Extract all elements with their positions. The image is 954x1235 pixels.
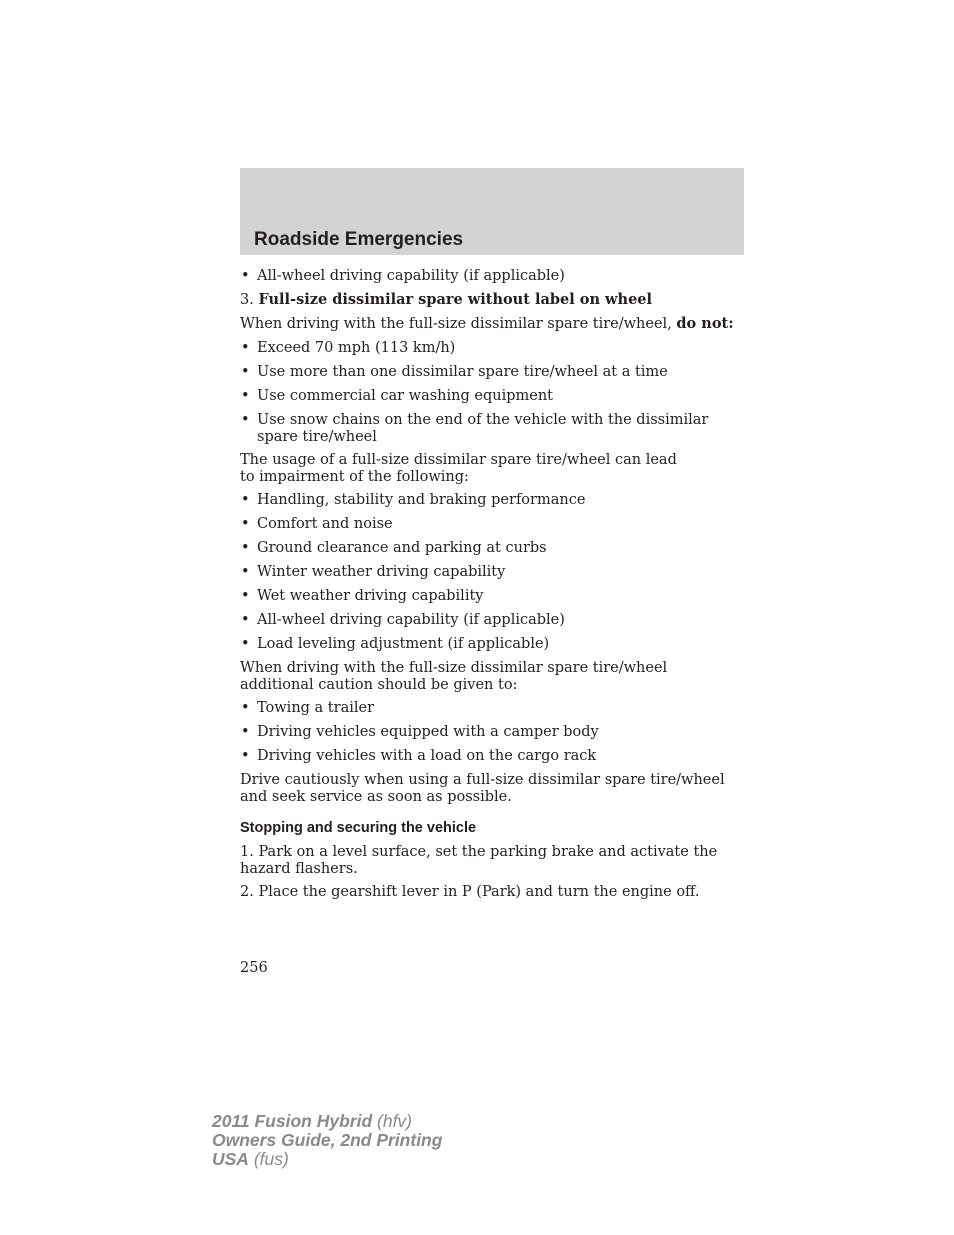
section-header-band: [240, 168, 744, 255]
footer-line: [212, 1131, 442, 1150]
list-item: • Use commercial car washing equipment: [240, 388, 740, 405]
list-item: • All-wheel driving capability (if applicable): [240, 268, 740, 285]
footer-model: 2011 Fusion Hybrid: [212, 1111, 373, 1131]
list-item: • Towing a trailer: [240, 700, 740, 717]
numbered-heading: [240, 292, 740, 309]
list-item: • Driving vehicles with a load on the cargo rack: [240, 748, 740, 765]
item-number: 3.: [240, 292, 254, 308]
footer-model-code: (hfv): [372, 1111, 413, 1131]
paragraph: When driving with the full-size dissimilar spare tire/wheel additional caution should be given to:: [240, 660, 668, 693]
page-number: 256: [240, 960, 268, 976]
document-footer: [212, 1112, 442, 1169]
numbered-step: 1. Park on a level surface, set the parking brake and activate the hazard flashers.: [240, 844, 718, 877]
footer-line: [212, 1150, 442, 1169]
list-item: • Wet weather driving capability: [240, 588, 740, 605]
paragraph-text: When driving with the full-size dissimilar spare tire/wheel,: [240, 316, 672, 332]
paragraph: Drive cautiously when using a full-size dissimilar spare tire/wheel and seek service as soon as possible.: [240, 772, 725, 805]
item-title: Full-size dissimilar spare without label on wheel: [258, 291, 653, 308]
list-item: • Winter weather driving capability: [240, 564, 740, 581]
list-item: • Use more than one dissimilar spare tire/wheel at a time: [240, 364, 740, 381]
section-title: Roadside Emergencies: [254, 229, 464, 250]
footer-market: USA: [212, 1149, 249, 1169]
emphasis-text: do not:: [676, 315, 734, 332]
list-item: • Use snow chains on the end of the vehicle with the dissimilar spare tire/wheel: [240, 412, 740, 445]
paragraph: [240, 316, 740, 333]
footer-market-code: (fus): [248, 1149, 289, 1169]
list-item: • Load leveling adjustment (if applicable): [240, 636, 740, 653]
list-item: • Ground clearance and parking at curbs: [240, 540, 740, 557]
list-item: • Comfort and noise: [240, 516, 740, 533]
paragraph: The usage of a full-size dissimilar spare tire/wheel can lead to impairment of the following:: [240, 452, 677, 485]
list-item: • Exceed 70 mph (113 km/h): [240, 340, 740, 357]
subsection-heading: Stopping and securing the vehicle: [240, 820, 477, 836]
list-item: • Handling, stability and braking performance: [240, 492, 740, 509]
footer-line: [212, 1112, 442, 1131]
footer-edition: Owners Guide, 2nd Printing: [212, 1130, 443, 1150]
numbered-step: 2. Place the gearshift lever in P (Park) and turn the engine off.: [240, 884, 700, 900]
list-item: • All-wheel driving capability (if applicable): [240, 612, 740, 629]
list-item: • Driving vehicles equipped with a camper body: [240, 724, 740, 741]
